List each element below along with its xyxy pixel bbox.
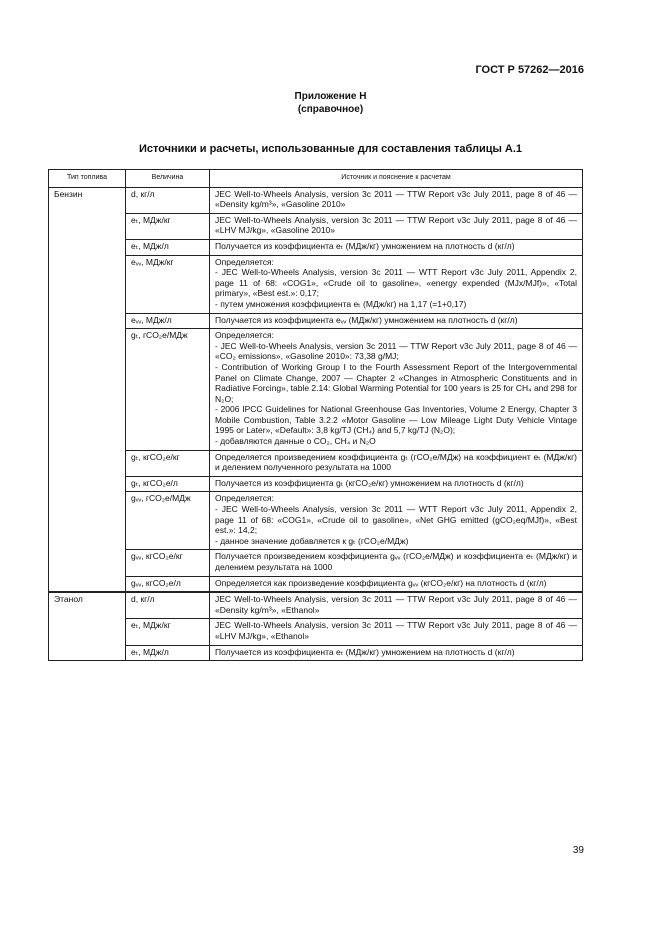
quantity-cell: gₜ, гCO₂е/МДж: [126, 329, 210, 451]
source-description-cell: [210, 313, 583, 329]
table-row: [49, 492, 583, 550]
quantity-cell: eₜ, МДж/кг: [126, 619, 210, 645]
table-row: [49, 576, 583, 592]
table-title: Источники и расчеты, использованные для составления таблицы А.1: [138, 143, 523, 155]
description-line: Получается из коэффициента eₜ (МДж/кг) умножением на плотность d (кг/л): [215, 240, 515, 251]
description-line: - путем умножения коэффициента eₜ (МДж/кг) на 1,17 (=1+0,17): [215, 298, 467, 309]
page-number: 39: [572, 845, 584, 856]
quantity-cell: d, кг/л: [126, 187, 210, 213]
source-description-cell: [210, 619, 583, 645]
source-description-cell: [210, 329, 583, 451]
source-description-cell: [210, 187, 583, 213]
column-header-quantity: Величина: [126, 170, 210, 188]
description-line: Получается из коэффициента eᵥᵥ (МДж/кг) умножением на плотность d (кг/л): [215, 314, 518, 325]
source-description-cell: [210, 576, 583, 592]
table-row: [49, 645, 583, 661]
table-row: [49, 450, 583, 476]
quantity-cell: gₜ, кгCO₂е/л: [126, 476, 210, 492]
table-row: [49, 550, 583, 576]
fuel-type-cell: Бензин: [49, 187, 126, 592]
quantity-cell: gᵥᵥ, кгCO₂е/кг: [126, 550, 210, 576]
description-line: - JEC Well-to-Wheels Analysis, version 3c 2011 — WTT Report v3c July 2011, Appendix 2, page 11 of 68: «COG1», «Crude oil to gasoline», «energy expended (MJx/MJf)», «Total primary», «Best est.»: 0,17;: [215, 267, 577, 299]
description-line: - 2006 IPCC Guidelines for National Greenhouse Gas Inventories, Volume 2 Energy, Chapter 3 Mobile Combustion, Table 3.2.2 «Motor Gasoline — Low Mileage Light Duty Vehicle Vintage 1995 or Later», «Default»: 3,8 kg/TJ (CH₄) and 5,7 kg/TJ (N₂O);: [215, 404, 577, 436]
source-description-cell: [210, 476, 583, 492]
quantity-cell: eₜ, МДж/л: [126, 239, 210, 255]
description-line: - добавляются данные о CO₂, CH₄ и N₂O: [215, 436, 376, 447]
table-row: [49, 329, 583, 451]
description-line: JEC Well-to-Wheels Analysis, version 3c 2011 — TTW Report v3c July 2011, page 8 of 46 — «LHV MJ/kg», «Gasoline 2010»: [215, 214, 577, 236]
source-description-cell: [210, 592, 583, 619]
quantity-cell: eₜ, МДж/кг: [126, 213, 210, 239]
description-line: Получается из коэффициента eₜ (МДж/кг) умножением на плотность d (кг/л): [215, 646, 515, 657]
table-row: [49, 619, 583, 645]
table-row: [49, 476, 583, 492]
description-line: JEC Well-to-Wheels Analysis, version 3c 2011 — TTW Report v3c July 2011, page 8 of 46 — «Density kg/m³», «Ethanol»: [215, 594, 577, 615]
description-line: Определяется:: [215, 256, 274, 267]
description-line: Определяется:: [215, 493, 274, 504]
appendix-title: Приложение Н: [294, 91, 367, 102]
column-header-fuel: Тип топлива: [49, 170, 126, 188]
table-row: [49, 255, 583, 313]
source-description-cell: [210, 645, 583, 661]
table-row: [49, 239, 583, 255]
description-line: Получается произведением коэффициента gᵥᵥ (гCO₂е/МДж) и коэффициента eₜ (МДж/кг) и делением результата на 1000: [215, 551, 577, 572]
source-description-cell: [210, 550, 583, 576]
quantity-cell: gₜ, кгCO₂е/кг: [126, 450, 210, 476]
source-description-cell: [210, 255, 583, 313]
description-line: Определяется:: [215, 330, 274, 341]
column-header-source: Источник и пояснение к расчетам: [210, 170, 583, 188]
source-description-cell: [210, 213, 583, 239]
table-row: [49, 187, 583, 213]
fuel-type-cell: Этанол: [49, 592, 126, 660]
quantity-cell: gᵥᵥ, гCO₂е/МДж: [126, 492, 210, 550]
quantity-cell: d, кг/л: [126, 592, 210, 619]
appendix-subtitle: (справочное): [297, 104, 364, 115]
document-code: ГОСТ Р 57262—2016: [475, 64, 584, 76]
description-line: - данное значение добавляется к gₜ (гCO₂е/МДж): [215, 535, 409, 546]
description-line: JEC Well-to-Wheels Analysis, version 3c 2011 — TTW Report v3c July 2011, page 8 of 46 — «LHV MJ/kg», «Ethanol»: [215, 620, 577, 641]
source-description-cell: [210, 492, 583, 550]
quantity-cell: eᵥᵥ, МДж/л: [126, 313, 210, 329]
source-description-cell: [210, 450, 583, 476]
sources-table: [48, 169, 583, 661]
quantity-cell: eᵥᵥ, МДж/кг: [126, 255, 210, 313]
source-description-cell: [210, 239, 583, 255]
description-line: Определяется произведением коэффициента gₜ (гCO₂е/МДж) на коэффициент eₜ (МДж/кг) и делением полученного результата на 1000: [215, 451, 577, 473]
table-row: [49, 313, 583, 329]
description-line: Определяется как произведение коэффициента gᵥᵥ (кгCO₂е/кг) на плотность d (кг/л): [215, 577, 547, 588]
table-body: [49, 187, 583, 661]
table-header-row: [49, 170, 583, 188]
description-line: - Contribution of Working Group I to the Fourth Assessment Report of the Intergovernmental Panel on Climate Change, 2007 — Chapter 2 «Changes in Atmospheric Constituents and in Radiative Forcing», table 2.14: Global Warming Potential for 100 years is 25 for CH₄ and 298 for N₂O;: [215, 361, 577, 404]
description-line: JEC Well-to-Wheels Analysis, version 3c 2011 — TTW Report v3c July 2011, page 8 of 46 — «Density kg/m³», «Gasoline 2010»: [215, 188, 577, 210]
appendix-heading: [0, 90, 661, 116]
quantity-cell: eₜ, МДж/л: [126, 645, 210, 661]
table-row: [49, 592, 583, 619]
description-line: - JEC Well-to-Wheels Analysis, version 3c 2011 — WTT Report v3c July 2011, Appendix 2, page 11 of 68: «COG1», «Crude oil to gasoline», «Net GHG emitted (gCO₂eq/MJf)», «Best est.»: 14,2;: [215, 504, 577, 536]
description-line: Получается из коэффициента gₜ (кгCO₂е/кг) умножением на плотность d (кг/л): [215, 477, 524, 488]
quantity-cell: gᵥᵥ, кгCO₂е/л: [126, 576, 210, 592]
description-line: - JEC Well-to-Wheels Analysis, version 3c 2011 — TTW Report v3c July 2011, page 8 of 46 — «CO₂ emissions», «Gasoline 2010»: 73,38 g/MJ;: [215, 340, 577, 362]
table-row: [49, 213, 583, 239]
